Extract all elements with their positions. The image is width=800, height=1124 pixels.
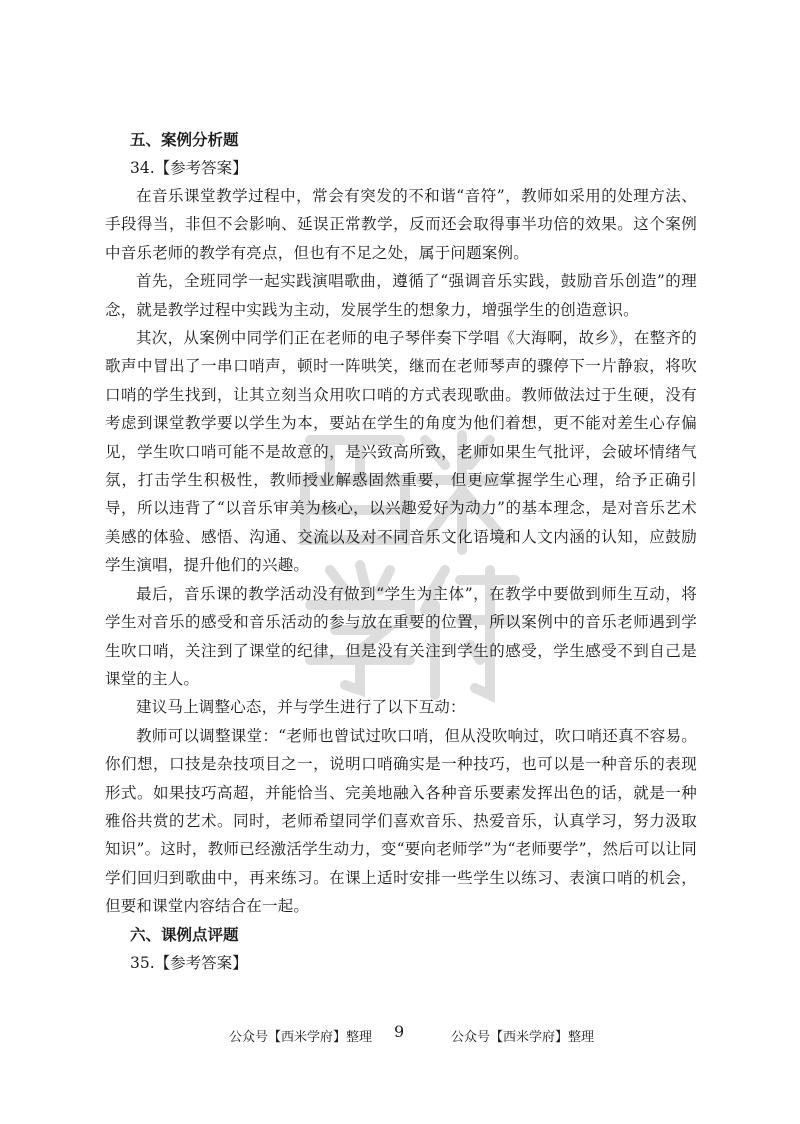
paragraph-intro: 在音乐课堂教学过程中，常会有突发的不和谐“音符”，教师如采用的处理方法、手段得当，非但不会影响、延误正常教学，反而还会取得事半功倍的效果。这个案例中音乐老师的教学有亮点，但也有不足之处，属于问题案例。 [105, 187, 697, 262]
paragraph-suggestion: 建议马上调整心态，并与学生进行了以下互动： [136, 698, 466, 717]
page-footer [0, 1022, 800, 1046]
section5-heading: 五、案例分析题 [130, 131, 239, 149]
page-number: 9 [394, 1022, 405, 1041]
footer-right-text: 公众号【西米学府】整理 [451, 1030, 595, 1045]
paragraph-teacher-adjust: 教师可以调整课堂：“老师也曾试过吹口哨，但从没吹响过，吹口哨还真不容易。你们想，口技是杂技项目之一，说明口哨确实是一种技巧，也可以是一种音乐的表现形式。如果技巧高超，并能恰当、完美地融入各种音乐要素发挥出色的话，就是一种雅俗共赏的艺术。同时，老师希望同学们喜欢音乐、热爱音乐，认真学习，努力汲取知识”。这时，教师已经激活学生动力，变“要向老师学”为“老师要学”，然后可以让同学们回归到歌曲中，再来练习。在课上适时安排一些学生以练习、表演口哨的机会，但要和课堂内容结合在一起。 [105, 726, 697, 916]
document-content [105, 126, 697, 977]
footer-left-text: 公众号【西米学府】整理 [229, 1030, 373, 1045]
paragraph-second: 其次，从案例中同学们正在老师的电子琴伴奏下学唱《大海啊，故乡》，在整齐的歌声中冒出了一串口哨声，顿时一阵哄笑，继而在老师琴声的骤停下一片静寂，将吹口哨的学生找到，让其立刻当众用吹口哨的方式表现歌曲。教师做法过于生硬，没有考虑到课堂教学要以学生为本，要站在学生的角度为他们着想，更不能对差生心存偏见，学生吹口哨可能不是故意的，是兴致高所致，老师如果生气批评，会破坏情绪气氛，打击学生积极性，教师授业解惑固然重要，但更应掌握学生心理，给予正确引导，所以违背了“以音乐审美为核心，以兴趣爱好为动力”的基本理念，是对音乐艺术美感的体验、感悟、沟通、交流以及对不同音乐文化语境和人文内涵的认知，应鼓励学生演唱，提升他们的兴趣。 [105, 329, 697, 575]
question35-answer-label: 35.【参考答案】 [130, 953, 248, 972]
paragraph-third: 最后，音乐课的教学活动没有做到“学生为主体”，在教学中要做到师生互动，将学生对音乐的感受和音乐活动的参与放在重要的位置，所以案例中的音乐老师遇到学生吹口哨，关注到了课堂的纪律，但是没有关注到学生的感受，学生感受不到自己是课堂的主人。 [105, 584, 697, 688]
paragraph-first: 首先，全班同学一起实践演唱歌曲，遵循了“强调音乐实践，鼓励音乐创造”的理念，就是教学过程中实践为主动，发展学生的想象力，增强学生的创造意识。 [105, 272, 697, 319]
question34-answer-label: 34.【参考答案】 [130, 159, 248, 177]
section6-heading: 六、课例点评题 [130, 925, 239, 944]
